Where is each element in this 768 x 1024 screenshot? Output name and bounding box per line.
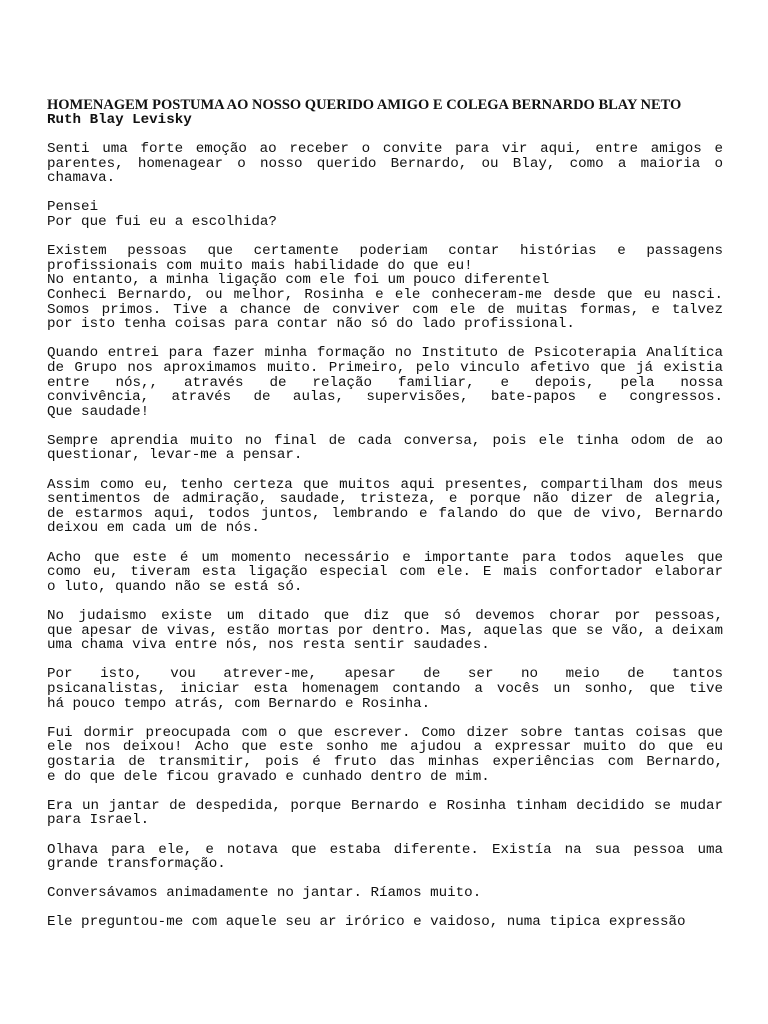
paragraph (47, 346, 723, 419)
document-author: Ruth Blay Levisky (47, 112, 192, 128)
paragraph-line: Por isto, vou atrever-me, apesar de ser no meio de tantos (47, 666, 723, 683)
paragraph-line: há pouco tempo atrás, com Bernardo e Rosinha. (47, 695, 431, 712)
paragraph-line: Era un jantar de despedida, porque Bernardo e Rosinha tinham decidido se mudar (47, 797, 723, 814)
paragraph-line: que apesar de vivas, estão mortas por dentro. Mas, aquelas que se vão, a deixam (47, 622, 723, 639)
paragraph-line: Assim como eu, tenho certeza que muitos aqui presentes, compartilham dos meus (47, 476, 723, 493)
paragraph-line: Pensei (47, 199, 99, 216)
paragraph (47, 915, 723, 930)
paragraph-line: como eu, tiveram esta ligação especial com ele. E mais confortador elaborar (47, 564, 723, 581)
paragraph-line: Conversávamos animadamente no jantar. Ríamos muito. (47, 885, 482, 902)
paragraph-line: chamava. (47, 170, 116, 187)
paragraph-line: profissionais com muito mais habilidade do que eu! (47, 257, 473, 274)
paragraph-line: Conheci Bernardo, ou melhor, Rosinha e ele conheceram-me desde que eu nasci. (47, 286, 723, 303)
paragraph-line: Olhava para ele, e notava que estaba diferente. Existía na sua pessoa uma (47, 841, 723, 858)
paragraph-line: deixou em cada um de nós. (47, 520, 260, 537)
paragraph (47, 551, 723, 595)
paragraph (47, 726, 723, 784)
paragraph-line: Somos primos. Tive a chance de conviver com ele de muitas formas, e talvez (47, 301, 723, 318)
paragraph (47, 200, 723, 229)
paragraph-line: No judaismo existe um ditado que diz que só devemos chorar por pessoas, (47, 608, 723, 624)
paragraph (47, 886, 723, 901)
paragraph-line: Existem pessoas que certamente poderiam contar histórias e passagens (47, 243, 723, 260)
paragraph-line: para Israel. (47, 812, 150, 829)
paragraph (47, 244, 723, 332)
paragraph-line: Senti uma forte emoção ao receber o convite para vir aqui, entre amigos e (47, 141, 723, 157)
paragraph-line: Quando entrei para fazer minha formação no Instituto de Psicoterapia Analítica (47, 345, 723, 362)
paragraph-line: Sempre aprendia muito no final de cada conversa, pois ele tinha odom de ao (47, 432, 723, 449)
paragraph-line: de estarmos aqui, todos juntos, lembrando e falando do que de vivo, Bernardo (47, 505, 723, 522)
paragraph-line: questionar, levar-me a pensar. (47, 447, 303, 464)
document-page (47, 98, 723, 945)
paragraph-line: parentes, homenagear o nosso querido Bernardo, ou Blay, como a maioria o (47, 155, 723, 172)
document-body (47, 142, 723, 930)
paragraph-line: grande transformação. (47, 856, 226, 873)
paragraph-line: por isto tenha coisas para contar não só do lado profissional. (47, 316, 575, 333)
paragraph-line: Acho que este é um momento necessário e importante para todos aqueles que (47, 549, 723, 566)
paragraph-line: de Grupo nos aproximamos muito. Primeiro, pelo vinculo afetivo que já existia (47, 359, 723, 376)
paragraph (47, 434, 723, 463)
paragraph-line: ele nos deixou! Acho que este sonho me ajudou a expressar muito do que eu (47, 739, 723, 756)
paragraph-line: entre nós,, através de relação familiar, e depois, pela nossa (47, 374, 723, 391)
paragraph (47, 667, 723, 711)
paragraph-line: Fui dormir preocupada com o que escrever. Como dizer sobre tantas coisas que (47, 724, 723, 741)
paragraph (47, 478, 723, 536)
paragraph-line: e do que dele ficou gravado e cunhado dentro de mim. (47, 768, 490, 785)
document-title: HOMENAGEM POSTUMA AO NOSSO QUERIDO AMIGO E COLEGA BERNARDO BLAY NETO (47, 97, 682, 113)
paragraph-line: o luto, quando não se está só. (47, 578, 303, 595)
document-header (47, 98, 723, 128)
paragraph-line: gostaria de transmitir, pois é fruto das minhas experiências com Bernardo, (47, 753, 723, 770)
paragraph-line: sentimentos de admiração, saudade, tristeza, e porque não dizer de alegria, (47, 491, 723, 508)
paragraph-line: psicanalistas, iniciar esta homenagem contando a vocês un sonho, que tive (47, 680, 723, 697)
paragraph-line: Por que fui eu a escolhida? (47, 213, 277, 230)
paragraph (47, 609, 723, 653)
paragraph (47, 142, 723, 186)
paragraph-line: Que saudade! (47, 403, 150, 420)
paragraph-line: No entanto, a minha ligação com ele foi um pouco diferentel (47, 272, 550, 289)
paragraph-line: convivência, através de aulas, supervisões, bate-papos e congressos. (47, 389, 723, 406)
paragraph (47, 843, 723, 872)
paragraph-line: uma chama viva entre nós, nos resta sentir saudades. (47, 637, 490, 654)
paragraph (47, 799, 723, 828)
paragraph-line: Ele preguntou-me com aquele seu ar irórico e vaidoso, numa tipica expressão (47, 914, 686, 931)
